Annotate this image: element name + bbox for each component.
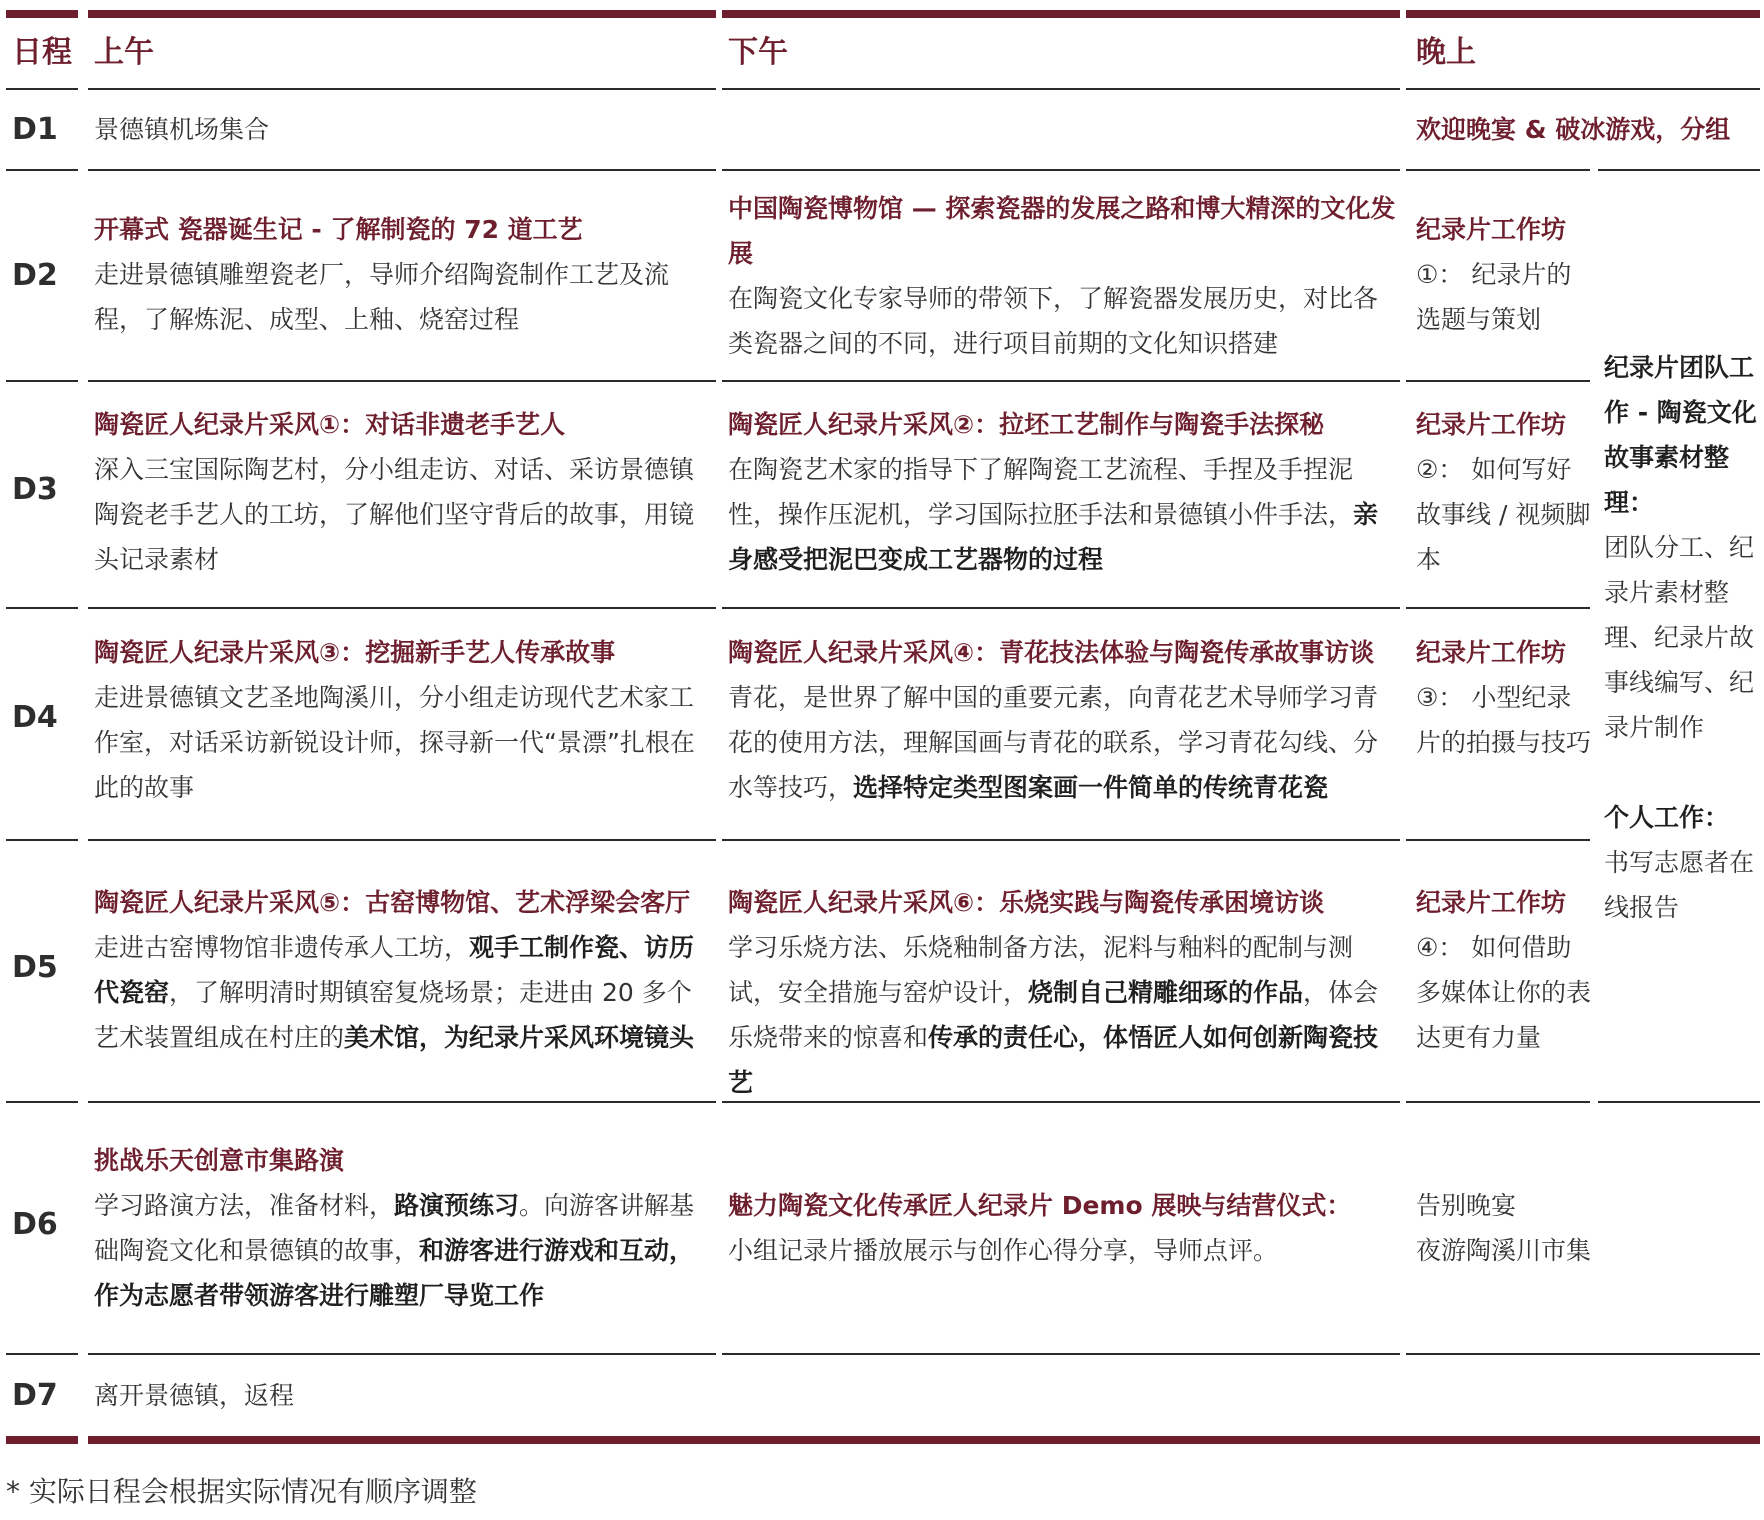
day-label: D3 <box>12 472 58 507</box>
footer-bar <box>88 1436 1760 1444</box>
d2-afternoon: 中国陶瓷博物馆 — 探索瓷器的发展之路和博大精深的文化发展 在陶瓷文化专家导师的带领下，了解瓷器发展历史，对比各类瓷器之间的不同，进行项目前期的文化知识搭建 <box>728 194 1396 358</box>
d1-morning: 景德镇机场集合 <box>94 115 270 144</box>
header-day: 日程 <box>12 35 72 70</box>
d3-evening: 纪录片工作坊 ②： 如何写好故事线 / 视频脚本 <box>1416 410 1591 574</box>
day-label: D6 <box>12 1207 58 1242</box>
d4-afternoon: 陶瓷匠人纪录片采风④：青花技法体验与陶瓷传承故事访谈 青花，是世界了解中国的重要元素，向青花艺术导师学习青花的使用方法，理解国画与青花的联系，学习青花勾线、分水等技巧，选择特定类型图案画一件简单的传统青花瓷 <box>728 638 1379 802</box>
d5-afternoon: 陶瓷匠人纪录片采风⑥：乐烧实践与陶瓷传承困境访谈 学习乐烧方法、乐烧釉制备方法，泥料与釉料的配制与测试，安全措施与窑炉设计，烧制自己精雕细琢的作品，体会乐烧带来的惊喜和传承的责任心，体悟匠人如何创新陶瓷技艺 <box>728 888 1379 1097</box>
d5-evening: 纪录片工作坊 ④： 如何借助多媒体让你的表达更有力量 <box>1416 888 1592 1052</box>
d2-morning: 开幕式 瓷器诞生记 - 了解制瓷的 72 道工艺 走进景德镇雕塑瓷老厂，导师介绍陶瓷制作工艺及流程，了解炼泥、成型、上釉、烧窑过程 <box>94 215 670 334</box>
d3-morning: 陶瓷匠人纪录片采风①：对话非遗老手艺人 深入三宝国际陶艺村，分小组走访、对话、采访景德镇陶瓷老手艺人的工坊，了解他们坚守背后的故事，用镜头记录素材 <box>94 410 695 574</box>
day-label: D1 <box>12 112 58 147</box>
footer-bar <box>6 1436 78 1444</box>
d7-morning: 离开景德镇，返程 <box>94 1381 295 1410</box>
header-bar <box>88 10 716 18</box>
d6-morning: 挑战乐天创意市集路演 学习路演方法，准备材料，路演预练习。向游客讲解基础陶瓷文化和景德镇的故事，和游客进行游戏和互动，作为志愿者带领游客进行雕塑厂导览工作 <box>94 1146 695 1310</box>
header-afternoon: 下午 <box>728 35 788 70</box>
d3-afternoon: 陶瓷匠人纪录片采风②：拉坯工艺制作与陶瓷手法探秘 在陶瓷艺术家的指导下了解陶瓷工艺流程、手捏及手捏泥性，操作压泥机，学习国际拉胚手法和景德镇小件手法，亲身感受把泥巴变成工艺器物的过程 <box>728 410 1379 574</box>
side-notes: 纪录片团队工作 - 陶瓷文化故事素材整理： 团队分工、纪录片素材整理、纪录片故事线编写、纪录片制作 个人工作： 书写志愿者在线报告 <box>1604 353 1757 922</box>
d1-evening: 欢迎晚宴 & 破冰游戏，分组 <box>1416 115 1731 144</box>
footnote: * 实际日程会根据实际情况有顺序调整 <box>6 1475 477 1508</box>
d4-evening: 纪录片工作坊 ③： 小型纪录片的拍摄与技巧 <box>1416 638 1592 757</box>
d4-morning: 陶瓷匠人纪录片采风③：挖掘新手艺人传承故事 走进景德镇文艺圣地陶溪川，分小组走访现代艺术家工作室，对话采访新锐设计师，探寻新一代“景漂”扎根在此的故事 <box>94 638 695 802</box>
header-morning: 上午 <box>94 35 154 70</box>
header-bar <box>722 10 1400 18</box>
header-bar <box>1406 10 1760 18</box>
day-label: D2 <box>12 258 58 293</box>
d6-afternoon: 魅力陶瓷文化传承匠人纪录片 Demo 展映与结营仪式： 小组记录片播放展示与创作心得分享，导师点评。 <box>728 1191 1352 1265</box>
day-label: D7 <box>12 1378 58 1413</box>
header-bar <box>6 10 78 18</box>
d2-evening: 纪录片工作坊 ①： 纪录片的选题与策划 <box>1416 215 1572 334</box>
d5-morning: 陶瓷匠人纪录片采风⑤：古窑博物馆、艺术浮梁会客厅 走进古窑博物馆非遗传承人工坊，观手工制作瓷、访历代瓷窑，了解明清时期镇窑复烧场景；走进由 20 多个艺术装置组成在村庄的美术馆，为纪录片采风环境镜头 <box>94 888 695 1052</box>
day-label: D5 <box>12 950 58 985</box>
header-evening: 晚上 <box>1416 35 1476 70</box>
d6-evening: 告别晚宴 夜游陶溪川市集 <box>1416 1191 1592 1265</box>
day-label: D4 <box>12 700 58 735</box>
